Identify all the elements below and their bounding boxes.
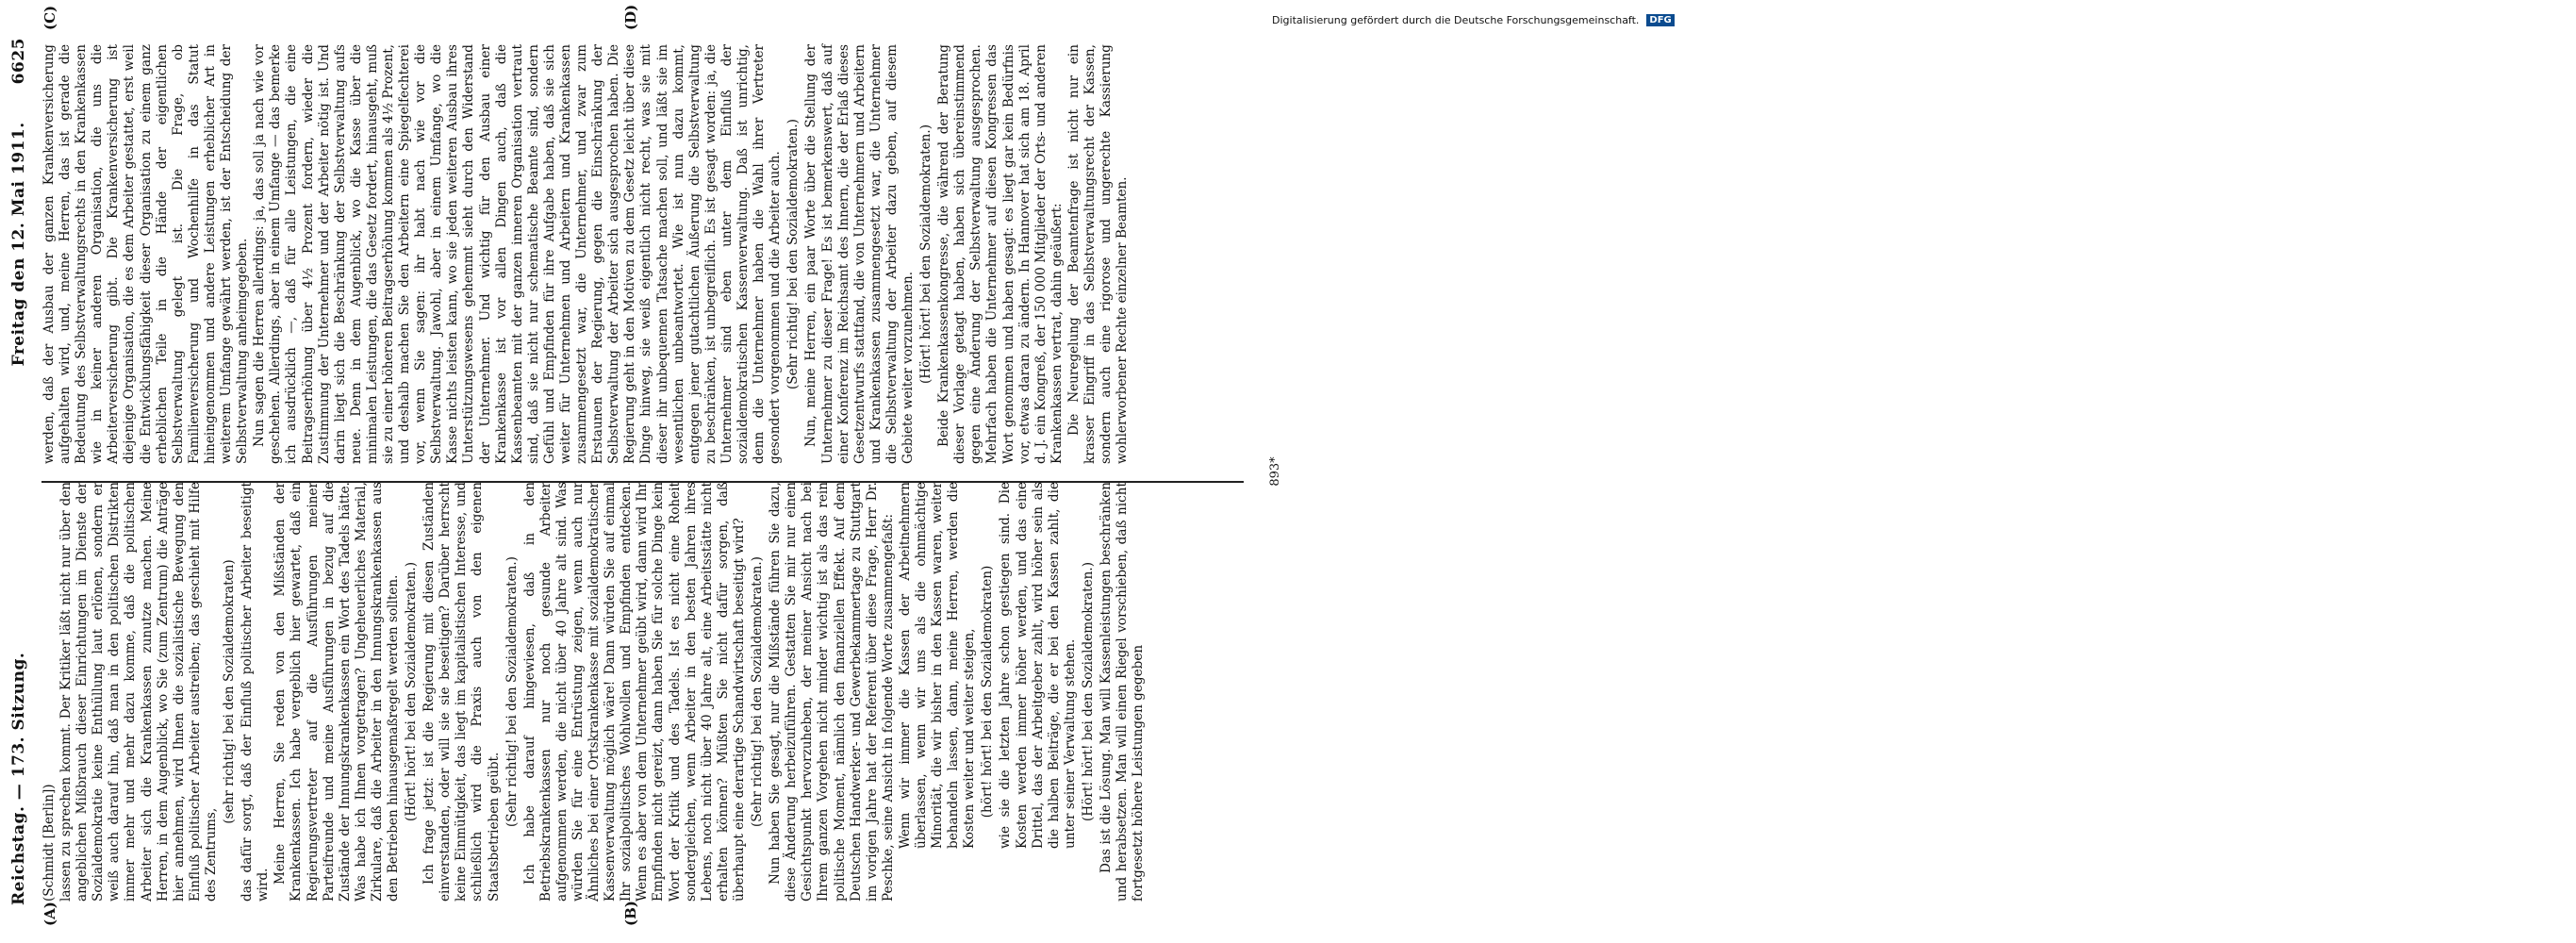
- margin-marker-c: (C): [41, 5, 58, 30]
- dfg-logo: DFG: [1646, 14, 1674, 26]
- paragraph: (Schmidt [Berlin]): [41, 784, 57, 902]
- paragraph: werden, daß der Ausbau der ganzen Krankenversicherung aufgehalten wird, und, meine Herren, das ist gerade die Bedeutung des Selbstverwaltungsrechts in den Krankenkassen wie in keiner anderen Organisation, die uns die Arbeiterversicherung gibt. Die Krankenversicherung ist diejenige Organisation, die es dem Arbeiter gestattet, erst weil die Entwicklungsfähigkeit dieser Organisation zu einem ganz erheblichen Teile in die Hände der eigentlichen Selbstverwaltung gelegt ist. Die Frage, ob Familienversicherung und Wochenhilfe in das Statut hineingenommen und andere Leistungen erheblicher Art in weiterem Umfange gewährt werden, ist der Entscheidung der Selbstverwaltung anheimgegeben.: [41, 44, 251, 464]
- running-header: [6, 38, 32, 905]
- margin-marker-b: (B): [622, 901, 639, 926]
- paragraph: Ich habe darauf hingewiesen, daß in den Betriebskrankenkassen nur noch gesunde Arbeiter aufgenommen werden, die nicht über 40 Jahre alt sind. Was würden Sie für eine Entrüstung zeigen, wenn auch nur Ähnliches bei einer Ortskrankenkasse mit sozialdemokratischer Kassenverwaltung möglich wäre! Dann würden Sie auf einmal Ihr sozialpolitisches Wohlwollen und Empfinden entdecken. Wenn es aber von dem Unternehmer geübt wird, dann wird Ihr Empfinden nicht gereizt, dann haben Sie für solche Dinge kein Wort der Kritik und des Tadels. Ist es nicht eine Roheit sondergleichen, wenn Arbeiter in den besten Jahren ihres Lebens, noch nicht über 40 Jahre alt, eine Arbeitsstätte nicht erhalten können? Müßten Sie nicht dafür sorgen, daß überhaupt eine derartige Schandwirtschaft beseitigt wird?: [521, 482, 747, 902]
- paragraph: Beide Krankenkassenkongresse, die während der Beratung dieser Vorlage getagt haben, haben sich übereinstimmend gegen eine Änderung der Selbstverwaltung ausgesprochen. Mehrfach haben die Unternehmer auf diesen Kongressen das Wort genommen und haben gesagt: es liegt gar kein Bedürfnis vor, etwas daran zu ändern. In Hannover hat sich am 18. April d. J. ein Kongreß, der 150 000 Mitglieder der Orts- und anderen Krankenkassen vertrat, dahin geäußert:: [936, 44, 1065, 464]
- paragraph: Nun, meine Herren, ein paar Worte über die Stellung der Unternehmer zu dieser Frage! Es ist bemerkenswert, daß auf einer Konferenz im Reichsamt des Innern, die der Erlaß dieses Gesetzentwurfs stattfand, die von Unternehmern und Arbeitern und Krankenkassen zusammengesetzt war, die Unternehmer die Selbstverwaltung der Arbeiter dazu geben, auf diesem Gebiete weiter vorzunehmen.: [803, 44, 916, 464]
- paragraph: Wenn wir immer die Kassen der Arbeitnehmern überlassen, wenn wir uns als die ohnmächtige Minorität, die wir bisher in den Kassen waren, weiter behandeln lassen, dann, meine Herren, werden die Kosten weiter und weiter steigen,: [897, 482, 978, 849]
- margin-marker-d: (D): [622, 4, 639, 30]
- paragraph: Nun haben Sie gesagt, nur die Mißstände führen Sie dazu, diese Änderung herbeizuführen. Gestatten Sie mir nur einen Gesichtspunkt hervorzuheben, der meiner Ansicht nach bei Ihrem ganzen Vorgehen nicht minder wichtig ist als das rein politische Moment, nämlich den finanziellen Effekt. Auf dem Deutschen Handwerker- und Gewerbekammertage zu Stuttgart im vorigen Jahre hat der Referent über diese Frage, Herr Dr. Peschke, seine Ansicht in folgende Worte zusammengefaßt:: [768, 482, 896, 902]
- paragraph: Nun sagen die Herren allerdings: ja, das soll ja nach wie vor geschehen. Allerdings, aber in einem Umfange — das bemerke ich ausdrücklich —, daß für alle Leistungen, die eine Beitragserhöhung über 4½ Prozent fordern, wieder die Zustimmung der Unternehmer und der Arbeiter nötig ist. Und darin liegt sich die Beschränkung der Selbstverwaltung aufs neue. Denn in dem Augenblick, wo die Kasse über die minimalen Leistungen, die das Gesetz fordert, hinausgeht, muß sie zu einer höheren Beitragserhöhung kommen als 4½ Prozent, und deshalb machen Sie den Arbeitern eine Spiegelfechterei vor, wenn Sie sagen: ihr habt nach wie vor die Selbstverwaltung. Jawohl, aber in einem Umfange, wo die Kasse nichts leisten kann, wo sie jeden weiteren Ausbau ihres Unterstützungswesens gehemmt sieht durch den Widerstand der Unternehmer. Und wichtig für den Ausbau einer Krankenkasse ist vor allen Dingen auch, daß die Kassenbeamten mit der ganzen inneren Organisation vertraut sind, daß sie nicht nur schematische Beamte sind, sondern Gefühl und Empfinden für ihre Aufgabe haben, daß sie sich weiter für Unternehmen und Arbeitern und Krankenkassen zusammengesetzt war, die Unternehmer, und zwar zum Erstaunen der Regierung, gegen die Einschränkung der Selbstverwaltung der Arbeiter sich ausgesprochen haben. Die Regierung geht in den Motiven zu dem Gesetz leicht über diese Dinge hinweg, sie weiß eigentlich nicht recht, was sie mit dieser ihr unbequemen Tatsache machen soll, und läßt sie im wesentlichen unbeantwortet. Wie ist nun dazu kommt, entgegen jener gutachtlichen Äußerung die Selbstverwaltung zu beschränken, ist unbegreiflich. Es ist gesagt worden: ja, die Unternehmer sind eben unter dem Einfluß der sozialdemokratischen Kassenverwaltung. Daß ist unrichtig, denn die Unternehmer haben die Wahl ihrer Vertreter gesondert vorgenommen und die Arbeiter auch.: [252, 44, 784, 464]
- interjection: (Sehr richtig! bei den Sozialdemokraten.): [504, 556, 520, 827]
- interjection: (Hört! hört! bei den Sozialdemokraten.): [918, 124, 934, 385]
- header-date: Freitag den 12. Mai 1911.: [9, 122, 28, 367]
- interjection: (Sehr richtig! bei den Sozialdemokraten.): [750, 556, 766, 827]
- left-column: [41, 482, 1192, 902]
- interjection: (hört! hört! bei den Sozialdemokraten): [980, 565, 996, 819]
- header-left: Reichstag. — 173. Sitzung.: [9, 652, 28, 905]
- paragraph: Das ist die Lösung. Man will Kassenleistungen beschränken und herabsetzen. Man will einen Riegel vorschieben, daß nicht fortgesetzt höhere Leistungen gegeben: [1098, 482, 1147, 902]
- paragraph: lassen zu sprechen kommt. Der Kritiker läßt nicht nur über den angeblichen Mißbrauch dieser Einrichtungen im Dienste der Sozialdemokratie keine Enthüllung laut erlönen, sondern er weiß auch darauf hin, daß man in den politischen Distrikten immer mehr und mehr dazu komme, daß die politischen Arbeiter sich die Krankenkassen zunutze machen. Meine Herren, in dem Augenblick, wo Sie (zum Zentrum) die Anträge hier annehmen, wird Ihnen die sozialistische Bewegung den Einfluß politischer Arbeiter austreiben; das geschieht mit Hilfe des Zentrums,: [58, 482, 219, 902]
- right-column: [41, 44, 1192, 464]
- header-page-number: 6625: [9, 38, 28, 85]
- paragraph: das dafür sorgt, daß der Einfluß politischer Arbeiter beseitigt wird.: [239, 482, 272, 902]
- paragraph: Ich frage jetzt: ist die Regierung mit diesen Zuständen einverstanden, oder will sie sie beseitigen? Darüber herrscht keine Einmütigkeit, das liegt im kapitalistischen Interesse, und schließlich wird die Praxis auch von den eigenen Staatsbetrieben geübt.: [421, 482, 502, 902]
- interjection: (Hört! hört! bei den Sozialdemokraten.): [1080, 562, 1096, 822]
- digitization-note: [0, 4, 1672, 36]
- interjection: (sehr richtig! bei den Sozialdemokraten): [222, 559, 238, 824]
- paragraph: Die Neuregelung der Beamtenfrage ist nicht nur ein krasser Eingriff in das Selbstverwaltungsrecht der Kassen, sondern auch eine rigorose und ungerechte Kassierung wohlerworbener Rechte einzelner Beamten.: [1065, 44, 1131, 464]
- column-rule: [41, 481, 1244, 483]
- interjection: (Hört! hört! bei den Sozialdemokraten.): [404, 562, 420, 822]
- margin-marker-a: (A): [41, 902, 58, 926]
- paragraph: wie sie die letzten Jahre schon gestiegen sind. Die Kosten werden immer höher werden, und das eine Drittel, das der Arbeitgeber zahlt, wird höher sein als die halben Beiträge, die er bei den Kassen zahlt, die unter seiner Verwaltung stehen.: [998, 482, 1078, 849]
- footer-page-mark: 893*: [1268, 456, 1282, 487]
- paragraph: Meine Herren, Sie reden von den Mißständen der Krankenkassen. Ich habe vergeblich hier gewartet, daß ein Regierungsvertreter auf die Ausführungen meiner Parteifreunde und meine Ausführungen in bezug auf die Zustände der Innungskrankenkassen ein Wort des Tadels hätte. Was habe ich Ihnen vorgetragen? Ungeheuerliches Material, Zirkulare, daß die Arbeiter in den Innungskrankenkassen aus den Betrieben hinausgemaßregelt werden sollten.: [272, 482, 401, 902]
- interjection: (Sehr richtig! bei den Sozialdemokraten.): [785, 119, 801, 389]
- digitization-text: Digitalisierung gefördert durch die Deutsche Forschungsgemeinschaft.: [1272, 13, 1640, 26]
